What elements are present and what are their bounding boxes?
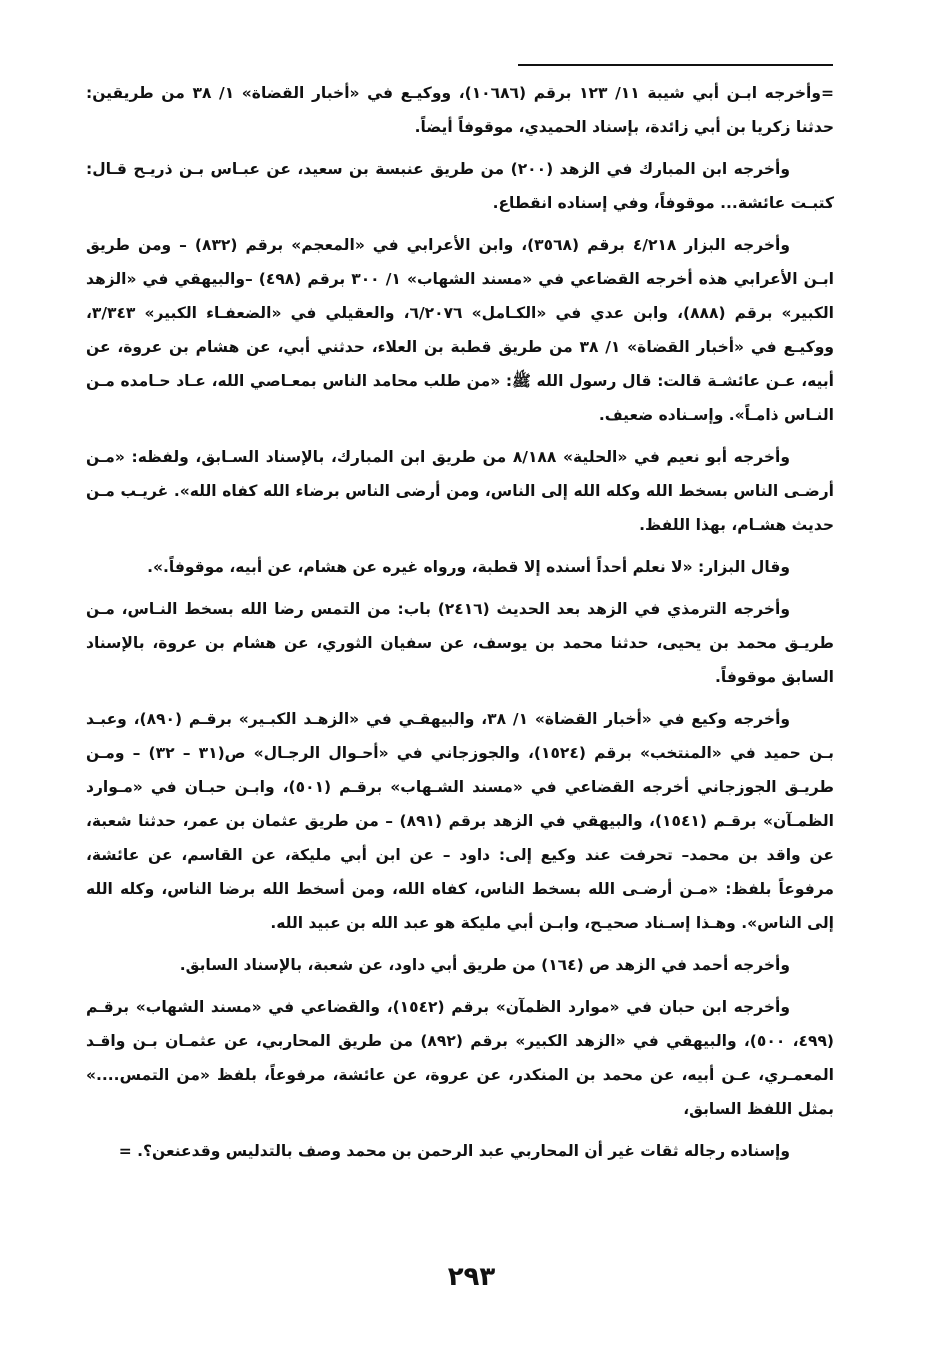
footnotes-block: [86, 76, 834, 1176]
footnote-paragraph: وأخرجه وكيع في «أخبار القضاة» ١/ ٣٨، والبيهقـي في «الزهـد الكبـير» برقـم (٨٩٠)، وعبـد بـن حميد في «المنتخب» برقم (١٥٢٤)، والجوزجاني في «أحـوال الرجـال» ص(٣١ – ٣٢) – ومـن طريـق الجوزجاني أخرجه القضاعي في «مسند الشـهاب» برقـم (٥٠١)، وابـن حبـان في «مـوارد الظمـآن» برقـم (١٥٤١)، والبيهقي في الزهد برقم (٨٩١) – من طريق عثمان بن عمر، حدثنا شعبة، عن واقد بن محمد– تحرفت عند وكيع إلى: داود – عن ابن أبي مليكة، عن القاسم، عن عائشة، مرفوعاً بلفظ: «مـن أرضـى الله بسخط الناس، كفاه الله، ومن أسخط الله برضا الناس، وكله الله إلى الناس». وهـذا إسـناد صحيـح، وابـن أبي مليكة هو عبد الله بن عبيد الله.: [86, 710, 835, 932]
footnote-paragraph: وأخرجه ابن المبارك في الزهد (٢٠٠) من طريق عنبسة بن سعيد، عن عبـاس بـن ذريـح قـال: كتبـت عائشة... موقوفاً، وفي إسناده انقطاع.: [86, 160, 834, 212]
footnote-paragraph: وأخرجه أبو نعيم في «الحلية» ٨/١٨٨ من طريق ابن المبارك، بالإسناد السـابق، ولفظه: «مـن أرضـى الناس بسخط الله وكله الله إلى الناس، ومن أرضى الناس برضاء الله كفاه الله». غريـب مـن حديث هشـام، بهذا اللفظ.: [86, 448, 834, 534]
footnote-paragraph: وأخرجه البزار ٤/٢١٨ برقم (٣٥٦٨)، وابن الأعرابي في «المعجم» برقم (٨٣٢) – ومن طريق ابـن الأعرابي هذه أخرجه القضاعي في «مسند الشهاب» ١/ ٣٠٠ برقم (٤٩٨) –والبيهقي في «الزهد الكبير» برقم (٨٨٨)، وابن عدي في «الكـامل» ٦/٢٠٧٦، والعقيلي في «الضعفـاء الكبير» ٣/٣٤٣، ووكيـع في «أخبار القضاة» ١/ ٣٨ من طريق قطبة بن العلاء، حدثني أبي، عن هشام بن عروة، عن أبيه، عـن عائشـة قالت: قال رسول الله ﷺ: «من طلب محامد الناس بمعـاصي الله، عـاد حـامده مـن النـاس ذامـاً». وإسـناده ضعيف.: [86, 236, 835, 424]
footnote-paragraph: وأخرجه ابن حبان في «موارد الظمآن» برقم (١٥٤٢)، والقضاعي في «مسند الشهاب» برقـم (٤٩٩، ٥٠٠)، والبيهقي في «الزهد الكبير» برقم (٨٩٢) من طريق المحاربي، عن عثمـان بـن واقـد المعمـري، عـن أبيه، عن محمد بن المنكدر، عن عروة، عن عائشة، مرفوعاً، بلفظ «من التمس....» بمثل اللفظ السابق،: [86, 998, 835, 1118]
footnote-paragraph: وقال البزار: «لا نعلم أحداً أسنده إلا قطبة، ورواه غيره عن هشام، عن أبيه، موقوفاً.».: [147, 558, 790, 576]
footnote-paragraph: وأخرجه الترمذي في الزهد بعد الحديث (٢٤١٦) باب: من التمس رضا الله بسخط النـاس، مـن طريـق محمد بن يحيى، حدثنا محمد بن يوسف، عن سفيان الثوري، عن هشام بن عروة، بالإسناد السابق موقوفاً.: [86, 600, 834, 686]
footnote-paragraph: وإسناده رجاله ثقات غير أن المحاربي عبد الرحمن بن محمد وصف بالتدليس وقدعنعن؟. =: [118, 1142, 790, 1160]
footnote-paragraph: وأخرجه أحمد في الزهد ص (١٦٤) من طريق أبي داود، عن شعبة، بالإسناد السابق.: [179, 956, 790, 974]
footnote-separator-line: [518, 64, 833, 66]
page-number: ٢٩٣: [447, 1262, 496, 1292]
footnote-paragraph: =وأخرجه ابـن أبي شيبة ١١/ ١٢٣ برقم (١٠٦٨٦)، ووكيـع في «أخبار القضاة» ١/ ٣٨ من طريقين: حدثنا زكريا بن أبي زائدة، بإسناد الحميدي، موقوفاً أيضاً.: [86, 84, 834, 136]
